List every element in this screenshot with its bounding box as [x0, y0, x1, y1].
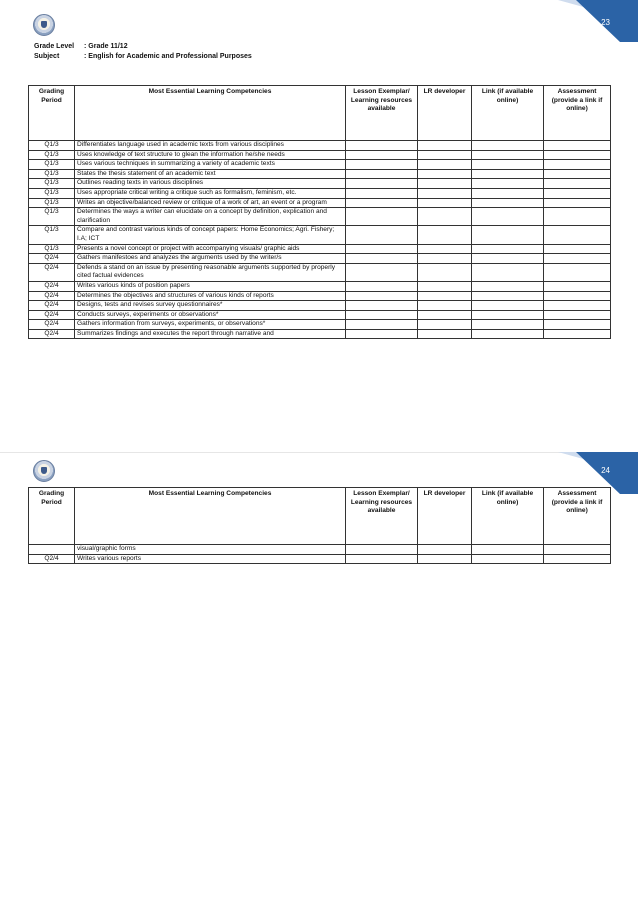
grading-period-cell: Q2/4 [29, 329, 75, 339]
lr-developer-cell [418, 244, 472, 254]
lr-developer-cell [418, 141, 472, 151]
lesson-exemplar-cell [346, 291, 418, 301]
table-row [29, 198, 611, 208]
competency-cell: Presents a novel concept or project with accompanying visuals/ graphic aids [75, 244, 346, 254]
lesson-exemplar-cell [346, 554, 418, 564]
lr-developer-cell [418, 188, 472, 198]
link-cell [472, 545, 544, 555]
header-grading-period: Grading Period [29, 86, 75, 141]
grading-period-cell: Q1/3 [29, 244, 75, 254]
competency-cell: Outlines reading texts in various disciplines [75, 179, 346, 189]
grading-period-cell: Q1/3 [29, 179, 75, 189]
table-body [29, 141, 611, 339]
competency-cell: Writes various reports [75, 554, 346, 564]
lesson-exemplar-cell [346, 198, 418, 208]
competency-cell: Uses appropriate critical writing a critique such as formalism, feminism, etc. [75, 188, 346, 198]
grade-level-line [34, 42, 252, 52]
lr-developer-cell [418, 169, 472, 179]
header-lr-developer: LR developer [418, 488, 472, 545]
grading-period-cell [29, 545, 75, 555]
lr-developer-cell [418, 263, 472, 281]
assessment-cell [544, 198, 611, 208]
table-row [29, 169, 611, 179]
lesson-exemplar-cell [346, 301, 418, 311]
grading-period-cell: Q2/4 [29, 254, 75, 264]
link-cell [472, 150, 544, 160]
lesson-exemplar-cell [346, 545, 418, 555]
grading-period-cell: Q1/3 [29, 208, 75, 226]
table-row [29, 208, 611, 226]
lr-developer-cell [418, 329, 472, 339]
table-row [29, 554, 611, 564]
assessment-cell [544, 291, 611, 301]
table-row [29, 254, 611, 264]
lesson-exemplar-cell [346, 329, 418, 339]
link-cell [472, 329, 544, 339]
table-row [29, 150, 611, 160]
assessment-cell [544, 263, 611, 281]
link-cell [472, 179, 544, 189]
header-mel-competencies: Most Essential Learning Competencies [75, 86, 346, 141]
lesson-exemplar-cell [346, 141, 418, 151]
assessment-cell [544, 141, 611, 151]
table-row [29, 263, 611, 281]
assessment-cell [544, 329, 611, 339]
grading-period-cell: Q1/3 [29, 198, 75, 208]
table-row [29, 226, 611, 244]
table-header-row [29, 488, 611, 545]
lesson-exemplar-cell [346, 208, 418, 226]
lr-developer-cell [418, 226, 472, 244]
lr-developer-cell [418, 198, 472, 208]
competency-cell: Writes various kinds of position papers [75, 281, 346, 291]
header-assessment: Assessment (provide a link if online) [544, 488, 611, 545]
link-cell [472, 291, 544, 301]
grading-period-cell: Q2/4 [29, 310, 75, 320]
table-row [29, 244, 611, 254]
assessment-cell [544, 254, 611, 264]
competency-cell: Designs, tests and revises survey questionnaires* [75, 301, 346, 311]
link-cell [472, 320, 544, 330]
lr-developer-cell [418, 554, 472, 564]
competency-table-page-24 [28, 487, 611, 564]
competency-cell: Gathers manifestoes and analyzes the arguments used by the writer/s [75, 254, 346, 264]
grading-period-cell: Q2/4 [29, 554, 75, 564]
subject-label: Subject [34, 53, 60, 60]
lr-developer-cell [418, 291, 472, 301]
assessment-cell [544, 320, 611, 330]
lesson-exemplar-cell [346, 254, 418, 264]
subject-line [34, 52, 252, 62]
lesson-exemplar-cell [346, 310, 418, 320]
table-row [29, 141, 611, 151]
competency-cell: Defends a stand on an issue by presenting reasonable arguments supported by properly cited factual evidences [75, 263, 346, 281]
table-row [29, 291, 611, 301]
lr-developer-cell [418, 208, 472, 226]
competency-cell: Determines the objectives and structures of various kinds of reports [75, 291, 346, 301]
table-row [29, 160, 611, 170]
table-header-row [29, 86, 611, 141]
lr-developer-cell [418, 310, 472, 320]
grading-period-cell: Q1/3 [29, 160, 75, 170]
table-row [29, 545, 611, 555]
competency-cell: Writes an objective/balanced review or critique of a work of art, an event or a program [75, 198, 346, 208]
assessment-cell [544, 545, 611, 555]
competency-cell: visual/graphic forms [75, 545, 346, 555]
assessment-cell [544, 554, 611, 564]
header-mel-competencies: Most Essential Learning Competencies [75, 488, 346, 545]
lesson-exemplar-cell [346, 188, 418, 198]
grade-level-label: Grade Level [34, 43, 75, 50]
assessment-cell [544, 150, 611, 160]
lr-developer-cell [418, 160, 472, 170]
lr-developer-cell [418, 320, 472, 330]
table-row [29, 320, 611, 330]
grading-period-cell: Q1/3 [29, 169, 75, 179]
deped-seal-logo [33, 460, 55, 482]
header-assessment: Assessment (provide a link if online) [544, 86, 611, 141]
table-row [29, 281, 611, 291]
table-row [29, 179, 611, 189]
table-row [29, 310, 611, 320]
header-lesson-exemplar: Lesson Exemplar/ Learning resources available [346, 488, 418, 545]
competency-cell: Uses knowledge of text structure to glean the information he/she needs [75, 150, 346, 160]
competency-cell: Gathers information from surveys, experiments, or observations* [75, 320, 346, 330]
link-cell [472, 198, 544, 208]
subject-value: : English for Academic and Professional Purposes [84, 53, 252, 60]
assessment-cell [544, 226, 611, 244]
competency-cell: Compare and contrast various kinds of concept papers: Home Economics; Agri. Fishery; I.A; ICT [75, 226, 346, 244]
link-cell [472, 208, 544, 226]
grading-period-cell: Q2/4 [29, 263, 75, 281]
page-number: 23 [601, 18, 610, 27]
grading-period-cell: Q2/4 [29, 320, 75, 330]
assessment-cell [544, 281, 611, 291]
grading-period-cell: Q2/4 [29, 301, 75, 311]
header-lr-developer: LR developer [418, 86, 472, 141]
document-meta [34, 42, 252, 62]
assessment-cell [544, 179, 611, 189]
lesson-exemplar-cell [346, 150, 418, 160]
competency-cell: Summarizes findings and executes the report through narrative and [75, 329, 346, 339]
deped-seal-logo [33, 14, 55, 36]
grading-period-cell: Q2/4 [29, 281, 75, 291]
lr-developer-cell [418, 150, 472, 160]
competency-table-page-23 [28, 85, 611, 339]
header-lesson-exemplar: Lesson Exemplar/ Learning resources available [346, 86, 418, 141]
assessment-cell [544, 244, 611, 254]
table-row [29, 301, 611, 311]
link-cell [472, 281, 544, 291]
link-cell [472, 141, 544, 151]
competency-cell: States the thesis statement of an academic text [75, 169, 346, 179]
table-row [29, 329, 611, 339]
link-cell [472, 169, 544, 179]
header-link: Link (if available online) [472, 86, 544, 141]
table-row [29, 188, 611, 198]
assessment-cell [544, 301, 611, 311]
lr-developer-cell [418, 545, 472, 555]
link-cell [472, 244, 544, 254]
lesson-exemplar-cell [346, 281, 418, 291]
link-cell [472, 226, 544, 244]
competency-cell: Differentiates language used in academic texts from various disciplines [75, 141, 346, 151]
page-24 [0, 452, 638, 902]
link-cell [472, 263, 544, 281]
grading-period-cell: Q1/3 [29, 150, 75, 160]
lesson-exemplar-cell [346, 320, 418, 330]
page-number: 24 [601, 466, 610, 475]
link-cell [472, 160, 544, 170]
assessment-cell [544, 310, 611, 320]
link-cell [472, 188, 544, 198]
link-cell [472, 301, 544, 311]
competency-cell: Determines the ways a writer can elucidate on a concept by definition, explication and clarification [75, 208, 346, 226]
lr-developer-cell [418, 281, 472, 291]
grading-period-cell: Q1/3 [29, 226, 75, 244]
lesson-exemplar-cell [346, 169, 418, 179]
assessment-cell [544, 188, 611, 198]
grading-period-cell: Q1/3 [29, 188, 75, 198]
table-body [29, 545, 611, 564]
lr-developer-cell [418, 254, 472, 264]
competency-cell: Conducts surveys, experiments or observations* [75, 310, 346, 320]
competency-cell: Uses various techniques in summarizing a variety of academic texts [75, 160, 346, 170]
lesson-exemplar-cell [346, 179, 418, 189]
lesson-exemplar-cell [346, 160, 418, 170]
grade-level-value: : Grade 11/12 [84, 43, 128, 50]
assessment-cell [544, 208, 611, 226]
grading-period-cell: Q1/3 [29, 141, 75, 151]
grading-period-cell: Q2/4 [29, 291, 75, 301]
assessment-cell [544, 169, 611, 179]
lesson-exemplar-cell [346, 263, 418, 281]
corner-banner [528, 0, 638, 42]
assessment-cell [544, 160, 611, 170]
link-cell [472, 310, 544, 320]
lr-developer-cell [418, 301, 472, 311]
header-grading-period: Grading Period [29, 488, 75, 545]
lr-developer-cell [418, 179, 472, 189]
link-cell [472, 254, 544, 264]
lesson-exemplar-cell [346, 226, 418, 244]
lesson-exemplar-cell [346, 244, 418, 254]
link-cell [472, 554, 544, 564]
header-link: Link (if available online) [472, 488, 544, 545]
